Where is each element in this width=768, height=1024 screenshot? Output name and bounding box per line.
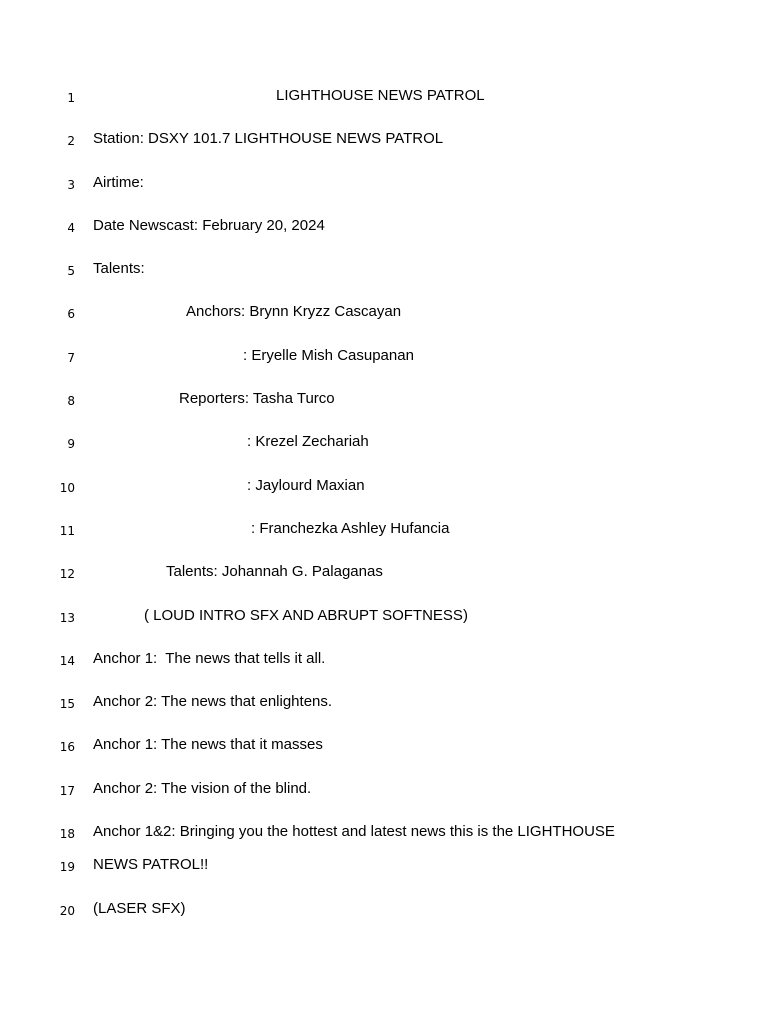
dialogue-line: Anchor 2: The vision of the blind. — [93, 780, 312, 797]
line-number: 8 — [67, 394, 75, 408]
script-line — [0, 517, 768, 541]
station-line: Station: DSXY 101.7 LIGHTHOUSE NEWS PATROL — [93, 130, 444, 147]
line-number: 1 — [67, 91, 75, 105]
dialogue-line: Anchor 1&2: Bringing you the hottest and latest news this is the LIGHTHOUSE — [93, 823, 615, 840]
script-line — [0, 690, 768, 714]
script-line — [0, 647, 768, 671]
sfx-cue: (LASER SFX) — [93, 900, 186, 917]
talents-heading: Talents: — [93, 260, 145, 277]
document-title: LIGHTHOUSE NEWS PATROL — [276, 87, 485, 104]
line-number: 16 — [59, 740, 75, 754]
line-number: 7 — [67, 351, 75, 365]
line-number: 6 — [67, 307, 75, 321]
date-line: Date Newscast: February 20, 2024 — [93, 217, 325, 234]
script-line — [0, 300, 768, 324]
script-line — [0, 897, 768, 921]
script-line — [0, 604, 768, 628]
script-line — [0, 733, 768, 757]
script-line — [0, 84, 768, 108]
line-number: 2 — [67, 134, 75, 148]
dialogue-line: NEWS PATROL!! — [93, 856, 209, 873]
anchor-name-line: : Eryelle Mish Casupanan — [243, 347, 414, 364]
dialogue-line: Anchor 1: The news that tells it all. — [93, 650, 326, 667]
sfx-cue: ( LOUD INTRO SFX AND ABRUPT SOFTNESS) — [144, 607, 468, 624]
script-line — [0, 430, 768, 454]
line-number: 17 — [59, 784, 75, 798]
line-number: 9 — [67, 437, 75, 451]
reporter-name-line: : Krezel Zechariah — [247, 433, 369, 450]
line-number: 18 — [59, 827, 75, 841]
talents-line: Talents: Johannah G. Palaganas — [166, 563, 383, 580]
line-number: 12 — [59, 567, 75, 581]
dialogue-line: Anchor 2: The news that enlightens. — [93, 693, 333, 710]
airtime-line: Airtime: — [93, 174, 144, 191]
script-line — [0, 257, 768, 281]
script-line — [0, 560, 768, 584]
line-number: 13 — [59, 611, 75, 625]
reporter-name-line: : Franchezka Ashley Hufancia — [251, 520, 450, 537]
line-number: 11 — [59, 524, 75, 538]
script-line — [0, 344, 768, 368]
script-line — [0, 214, 768, 238]
line-number: 4 — [67, 221, 75, 235]
script-line — [0, 387, 768, 411]
reporters-line: Reporters: Tasha Turco — [179, 390, 335, 407]
dialogue-line: Anchor 1: The news that it masses — [93, 736, 323, 753]
line-number: 5 — [67, 264, 75, 278]
script-line — [0, 777, 768, 801]
anchors-line: Anchors: Brynn Kryzz Cascayan — [186, 303, 402, 320]
line-number: 10 — [59, 481, 75, 495]
script-line — [0, 171, 768, 195]
script-line — [0, 474, 768, 498]
reporter-name-line: : Jaylourd Maxian — [247, 477, 365, 494]
line-number: 14 — [59, 654, 75, 668]
line-number: 19 — [59, 860, 75, 874]
line-number: 3 — [67, 178, 75, 192]
line-number: 15 — [59, 697, 75, 711]
script-line — [0, 853, 768, 877]
line-number: 20 — [59, 904, 75, 918]
script-line — [0, 820, 768, 844]
script-line — [0, 127, 768, 151]
